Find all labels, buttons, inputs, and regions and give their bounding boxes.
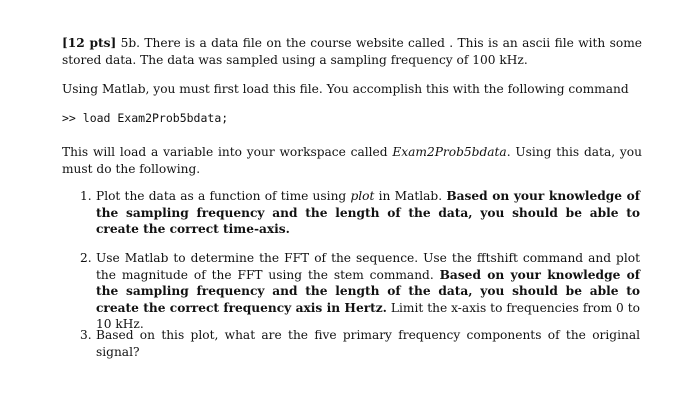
problem-intro xyxy=(62,35,642,68)
list-item xyxy=(80,327,640,360)
item-bold: Based on your knowledge of the sampling frequency and the length of the data, you should be able to create the correct time-axis. xyxy=(96,189,640,236)
item-text-part: Based on this plot, what are the five primary frequency components of the original signal? xyxy=(96,328,640,359)
workspace-note xyxy=(62,144,642,177)
workspace-note-after: . Using this data, you must do the following. xyxy=(62,145,642,176)
list-item xyxy=(80,188,640,238)
item-bold: Based on your knowledge of the sampling frequency and the length of the data, you should be able to create the correct frequency axis in Hertz. xyxy=(96,267,640,315)
item-text-part: in Matlab. xyxy=(374,189,447,203)
item-text xyxy=(96,188,640,238)
points-label: [12 pts] xyxy=(62,36,117,50)
item-number: 2. xyxy=(80,251,92,265)
item-text-part: Plot the data as a function of time using xyxy=(96,189,351,203)
intro-text: 5b. There is a data file on the course website called . This is an ascii file with some stored data. The data was sampled using a sampling frequency of 100 kHz. xyxy=(62,36,642,67)
item-italic: plot xyxy=(350,189,375,203)
item-text xyxy=(96,250,640,333)
item-number: 1. xyxy=(80,189,92,203)
load-instruction: Using Matlab, you must first load this file. You accomplish this with the following command xyxy=(62,82,629,96)
variable-name: Exam2Prob5bdata xyxy=(392,145,507,159)
item-text xyxy=(96,327,640,360)
matlab-command: >> load Exam2Prob5bdata; xyxy=(62,111,229,125)
item-number: 3. xyxy=(80,328,92,342)
list-item xyxy=(80,250,640,333)
item-text-part: Use Matlab to determine the FFT of the sequence. Use the fftshift command and plot the magnitude of the FFT using the stem command. xyxy=(96,251,640,282)
workspace-note-before: This will load a variable into your workspace called xyxy=(62,145,393,159)
item-text-part: Limit the x-axis to frequencies from 0 to 10 kHz. xyxy=(96,300,640,331)
